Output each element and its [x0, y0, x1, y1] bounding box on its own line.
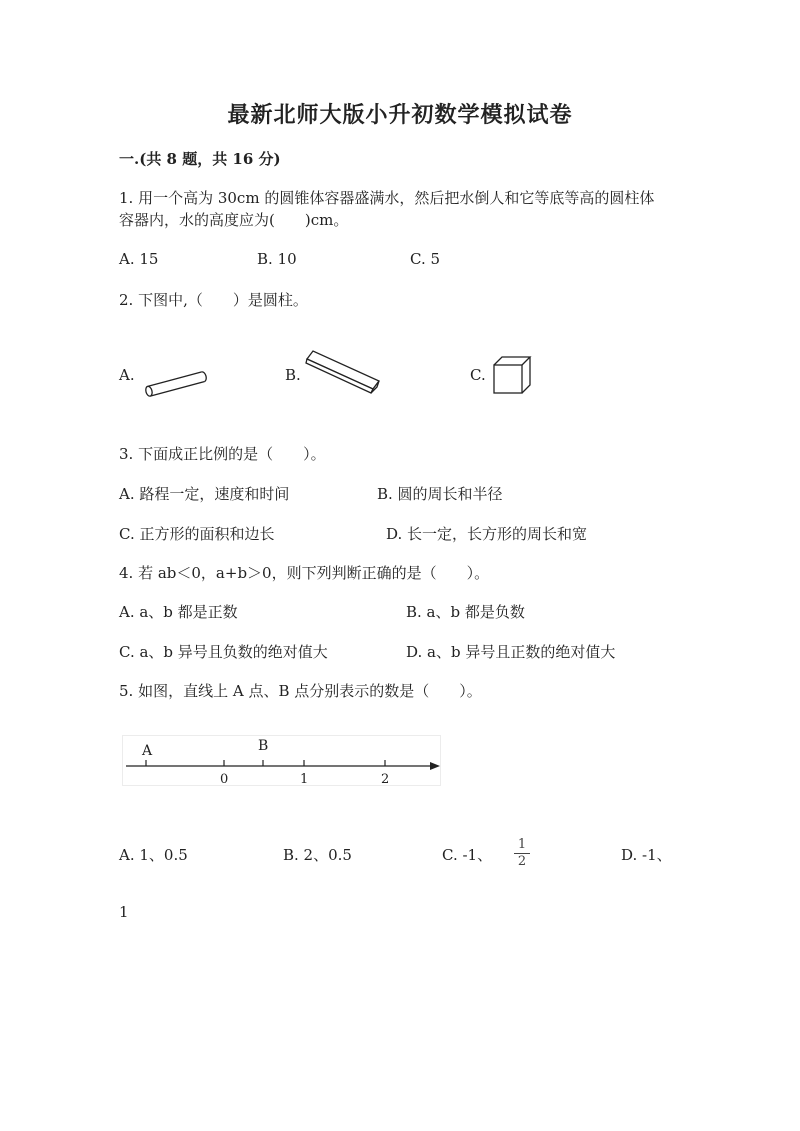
q3-option-c[interactable]: C. 正方形的面积和边长 — [119, 525, 275, 543]
q1-text-line2: 容器内，水的高度应为( )cm。 — [119, 211, 349, 229]
q4-option-a[interactable]: A. a、b 都是正数 — [119, 603, 238, 621]
q1-text-line1: 1. 用一个高为 30cm 的圆锥体容器盛满水，然后把水倒人和它等底等高的圆柱体 — [119, 189, 655, 207]
q1-option-c[interactable]: C. 5 — [410, 250, 441, 268]
prism-figure-icon — [303, 349, 383, 397]
number-line-figure — [122, 735, 442, 787]
q5-option-c[interactable]: C. -1、 — [442, 846, 493, 864]
q3-option-d[interactable]: D. 长一定，长方形的周长和宽 — [386, 525, 588, 543]
tick-label-1: 1 — [300, 772, 309, 787]
q3-text: 3. 下面成正比例的是（ ）。 — [119, 445, 326, 463]
q2-option-c[interactable]: C. — [470, 366, 486, 384]
page-title: 最新北师大版小升初数学模拟试卷 — [227, 102, 573, 128]
q2-option-b[interactable]: B. — [285, 366, 301, 384]
cube-figure-icon — [491, 355, 533, 397]
fraction-denominator: 2 — [517, 854, 527, 869]
cylinder-figure-icon — [140, 370, 212, 398]
tick-label-0: 0 — [220, 772, 229, 787]
fraction-numerator: 1 — [517, 837, 527, 852]
q3-option-a[interactable]: A. 路程一定，速度和时间 — [119, 485, 290, 503]
tick-label-2: 2 — [381, 772, 390, 787]
q5-option-b[interactable]: B. 2、0.5 — [283, 846, 352, 864]
q4-text: 4. 若 ab＜0，a+b＞0，则下列判断正确的是（ ）。 — [119, 564, 490, 582]
fraction-one-half — [514, 838, 530, 869]
q1-option-b[interactable]: B. 10 — [257, 250, 297, 268]
q2-text: 2. 下图中,（ ）是圆柱。 — [119, 291, 308, 309]
q5-text: 5. 如图，直线上 A 点、B 点分别表示的数是（ ）。 — [119, 682, 482, 700]
q1-option-a[interactable]: A. 15 — [119, 250, 159, 268]
page-number: 1 — [119, 903, 129, 921]
q3-option-b[interactable]: B. 圆的周长和半径 — [377, 485, 503, 503]
q4-option-d[interactable]: D. a、b 异号且正数的绝对值大 — [406, 643, 616, 661]
point-a-label: A — [142, 743, 153, 759]
q5-option-d[interactable]: D. -1、 — [621, 846, 672, 864]
q4-option-c[interactable]: C. a、b 异号且负数的绝对值大 — [119, 643, 328, 661]
q2-option-a[interactable]: A. — [119, 366, 135, 384]
section-heading: 一.(共 8 题，共 16 分) — [119, 150, 281, 168]
arrow-right-icon — [430, 762, 440, 770]
point-b-label: B — [258, 738, 269, 754]
q5-option-a[interactable]: A. 1、0.5 — [119, 846, 188, 864]
q4-option-b[interactable]: B. a、b 都是负数 — [406, 603, 525, 621]
